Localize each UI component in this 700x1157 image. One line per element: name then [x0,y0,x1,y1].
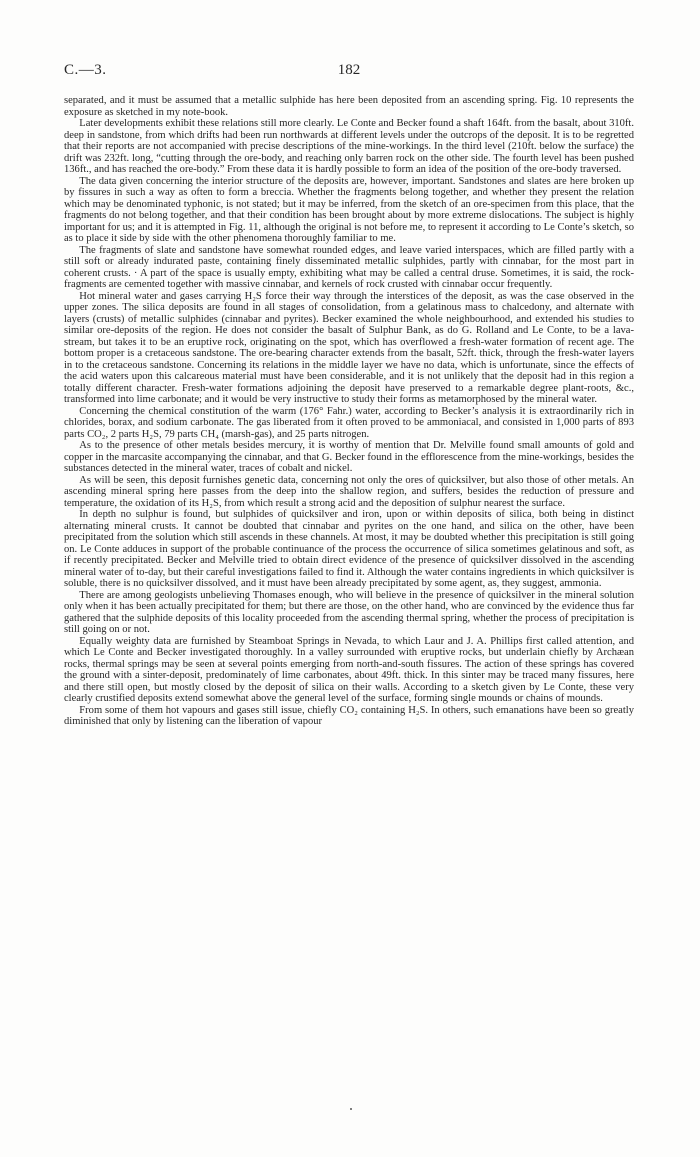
paragraph-2: Later developments exhibit these relations still more clearly. Le Conte and Becker found a shaft 164ft. from the basalt, about 310ft. deep in sandstone, from which drifts had been run northwards at different levels under the outcrops of the deposit. It is to be regretted that their reports are not accompanied with precise descriptions of the mine-workings. In the third level (210ft. below the surface) the drift was 232ft. long, “cutting through the ore-body, and reaching only barren rock on the other side. The fourth level has been pushed 136ft., and has reached the ore-body.” From these data it is hardly possible to form an idea of the position of the ore-body traversed. [64,118,634,175]
paragraph-4: The fragments of slate and sandstone have somewhat rounded edges, and leave varied interspaces, which are filled partly with a still soft or already indurated paste, containing finely disseminated metallic sulphides, partly with cinnabar, for the most part in coherent crusts. · A part of the space is usually empty, exhibiting what may be called a central druse. Sometimes, it is said, the rock-fragments are cemented together with massive cinnabar, and kernels of rock crusted with cinnabar occur frequently. [64,244,634,290]
paragraph-3: The data given concerning the interior structure of the deposits are, however, important. Sandstones and slates are here broken up by fissures in such a way as often to form a breccia. Whether the fragments belong together, and whether they present the relation which may be denominated typhonic, is not stated; but it may be inferred, from the sketch of an ore-specimen from this place, that the fragments do not belong together, and that their condition has been brought about by more extreme dislocations. The subject is highly important for us; and it is attempted in Fig. 11, although the original is not before me, to represent it according to Le Conte’s sketch, so as to place it side by side with the other phenomena thoroughly familiar to me. [64,175,634,244]
paragraph-11: Equally weighty data are furnished by Steamboat Springs in Nevada, to which Laur and J. A. Phillips first called attention, and which Le Conte and Becker investigated thoroughly. In a valley surrounded with eruptive rocks, but underlain chiefly by Archæan rocks, thermal springs may be seen at several points emerging from north-and-south fissures. The action of these springs has covered the ground with a sinter-deposit, predominately of lime carbonates, about 49ft. thick. In this sinter may be traced many fissures, here and there still open, but mostly closed by the deposit of silica on their walls. According to a sketch given by Le Conte, these very clearly crustified deposits extend somewhat above the general level of the surface, forming single mounds or chains of mounds. [64,635,634,704]
document-reference: C.—3. [64,62,107,78]
paragraph-7: As to the presence of other metals besides mercury, it is worthy of mention that Dr. Melville found small amounts of gold and copper in the marcasite accompanying the cinnabar, and that G. Becker found in the efflorescence from the mine-workings, besides the substances detected in the mineral water, traces of cobalt and nickel. [64,440,634,474]
paragraph-10: There are among geologists unbelieving Thomases enough, who will believe in the presence of quicksilver in the mineral solution only when it has been actually precipitated for them; but there are those, on the other hand, who are convinced by the evidence thus far gathered that the sulphide deposits of this locality proceeded from the ascending thermal spring, whether the process of precipitation is still going on or not. [64,589,634,635]
page-number: 182 [337,62,361,78]
running-header [64,52,634,82]
paragraph-8: As will be seen, this deposit furnishes genetic data, concerning not only the ores of quicksilver, but also those of other metals. An ascending mineral spring here passes from the deep into the shallow region, and suffers, besides the reduction of pressure and temperature, the oxidation of its H₂S, from which result a strong acid and the deposition of sulphur nearest the surface. [64,474,634,509]
footer-mark [350,1108,352,1110]
paragraph-1: separated, and it must be assumed that a metallic sulphide has here been deposited from an ascending spring. Fig. 10 represents the exposure as sketched in my note-book. [64,95,634,118]
paragraph-12: From some of them hot vapours and gases still issue, chiefly CO₂ containing H₂S. In others, such emanations have been so greatly diminished that only by listening can the liberation of vapour [64,704,634,727]
body-text [64,95,634,728]
paragraph-9: In depth no sulphur is found, but sulphides of quicksilver and iron, upon or within deposits of silica, both being in distinct alternating mineral crusts. It cannot be doubted that cinnabar and pyrites on the one hand, and silica on the other, have been precipitated from the solution which still ascends in these channels. At most, it may be doubted whether this precipitation is still going on. Le Conte adduces in support of the probable continuance of the process the occurrence of silica sometimes gelatinous and soft, as if recently precipitated. Becker and Melville tried to obtain direct evidence of the presence of quicksilver dissolved in the ascending mineral water of to-day, but their careful investigations failed to find it. Although the water contains ingredients in which quicksilver is soluble, there is no quicksilver dissolved, and it must have been already precipitated by some agent, as, they suggest, ammonia. [64,509,634,589]
paragraph-6: Concerning the chemical constitution of the warm (176° Fahr.) water, according to Becker’s analysis it is extraordinarily rich in chlorides, borax, and sodium carbonate. The gas liberated from it often proved to be ammoniacal, and consisted in 1,000 parts of 893 parts CO₂, 2 parts H₂S, 79 parts CH₄ (marsh-gas), and 25 parts nitrogen. [64,405,634,440]
paragraph-5: Hot mineral water and gases carrying H₂S force their way through the interstices of the deposit, as was the case observed in the upper zones. The silica deposits are found in all stages of consolidation, from a gelatinous mass to chalcedony, and alternate with layers (crusts) of metallic sulphides (cinnabar and pyrites). Becker examined the whole neighbourhood, and extended his studies to similar ore-deposits of the region. He does not consider the basalt of Sulphur Bank, as do G. Rolland and Le Conte, to be a lava-stream, but takes it to be an eruptive rock, originating on the spot, which has overflowed a fresh-water formation of recent age. The bottom proper is a cretaceous sandstone. The ore-bearing character extends from the basalt, 52ft. thick, through the fresh-water layers in to the cretaceous sandstone. Concerning its relations in the middle layer we have no data, which is unfortunate, since the effects of the acid waters upon this calcareous material must have been considerable, and it is not unlikely that the deposit had in this region a totally different character. Fresh-water formations adjoining the deposit have preserved to a remarkable degree plant-roots, &c., transformed into lime carbonate; and it would be very instructive to study their forms as metamorphosed by the mineral water. [64,290,634,405]
